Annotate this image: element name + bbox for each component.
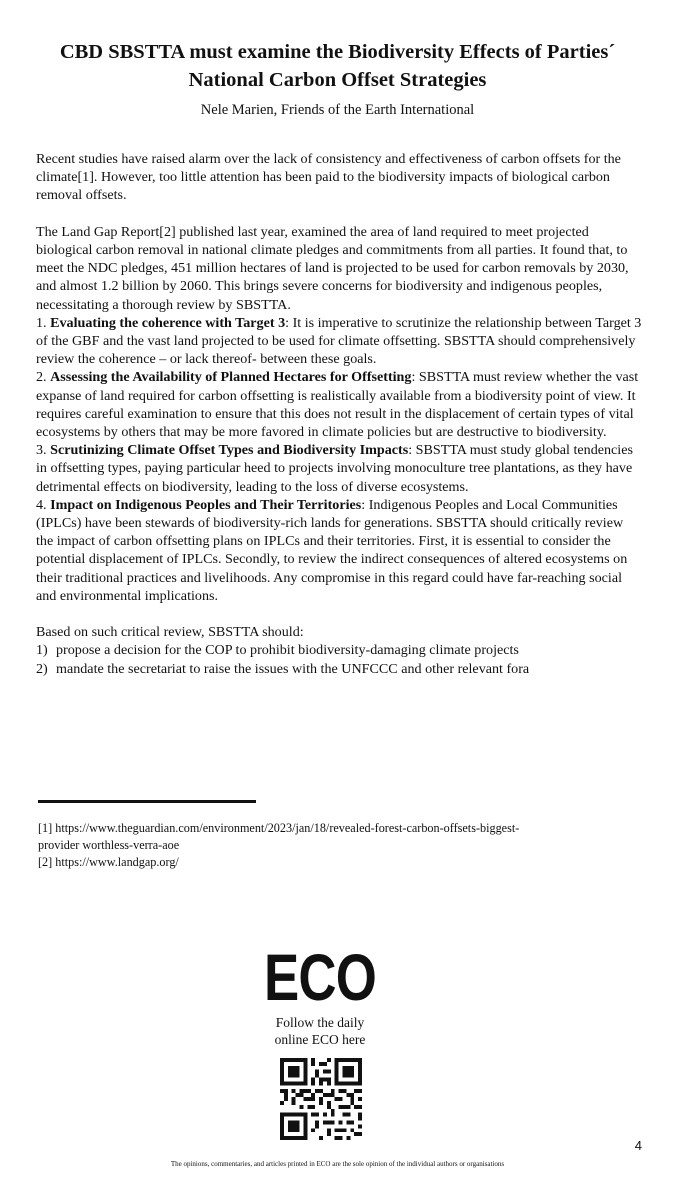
footnote-divider — [38, 800, 256, 803]
point-heading: Scrutinizing Climate Offset Types and Biodiversity Impacts — [50, 442, 409, 459]
page-number: 4 — [634, 1138, 642, 1153]
point-heading: Assessing the Availability of Planned Hectares for Offsetting — [50, 369, 412, 386]
footnote-2: [2] https://www.landgap.org/ — [38, 855, 179, 869]
author-byline: Nele Marien, Friends of the Earth International — [200, 102, 475, 118]
conclusion-intro: Based on such critical review, SBSTTA should: — [36, 624, 304, 641]
point-item: 4. Impact on Indigenous Peoples and Their Territories: Indigenous Peoples and Local Communities (IPLCs) have been stewards of biodiversity-rich lands for generations. SBSTTA should critically review the impact of carbon offsetting plans on IPLCs and their territories. First, it is essential to consider the potential displacement of IPLCs. Secondly, to review the indirect consequences of altered ecosystems on their traditional practices and livelihoods. Any compromise in this regard could have far-reaching social and environmental implications. — [36, 496, 628, 604]
article-title — [20, 38, 655, 94]
disclaimer: The opinions, commentaries, and articles printed in ECO are the sole opinion of the individual authors or organisations — [170, 1160, 505, 1168]
eco-promo — [220, 940, 420, 1048]
footnotes — [38, 820, 618, 871]
point-heading: Impact on Indigenous Peoples and Their Territories — [50, 496, 362, 513]
footnote-1: [1] https://www.theguardian.com/environment/2023/jan/18/revealed-forest-carbon-offsets-biggest- provider worthless-verra-aoe — [38, 821, 520, 852]
eco-logo: ECO — [263, 940, 377, 1014]
point-heading: Evaluating the coherence with Target 3 — [50, 314, 286, 331]
article-body — [36, 150, 642, 678]
land-gap-paragraph: The Land Gap Report[2] published last year, examined the area of land required to meet projected biological carbon removal in national climate pledges and commitments from all parties. It found that, to meet the NDC pledges, 451 million hectares of land is projected to be used for carbon removals by 2030, and almost 1.2 billion by 2060. This brings severe concerns for biodiversity and indigenous peoples, necessitating a thorough review by SBSTTA. — [36, 223, 629, 313]
qr-code-icon[interactable] — [280, 1058, 362, 1140]
recommendation-item: 1) propose a decision for the COP to prohibit biodiversity-damaging climate projects — [36, 642, 519, 659]
intro-paragraph: Recent studies have raised alarm over the lack of consistency and effectiveness of carbon offsets for the climate[1]. However, too little attention has been paid to the biodiversity impacts of biological carbon removal offsets. — [36, 151, 621, 204]
point-item: 2. Assessing the Availability of Planned Hectares for Offsetting: SBSTTA must review whether the vast expanse of land required for carbon offsetting is realistically available from a biodiversity point of view. It requires careful examination to ensure that this does not result in the displacement of certain types of vital ecosystems by others that may be more favored in climate policies but are destructive to biodiversity. — [36, 369, 639, 441]
title-line-2: National Carbon Offset Strategies — [188, 69, 487, 91]
point-item: 3. Scrutinizing Climate Offset Types and Biodiversity Impacts: SBSTTA must study global tendencies in offsetting types, paying particular heed to projects involving monoculture tree plantations, as they have detrimental effects on biodiversity, leading to the loss of diverse ecosystems. — [36, 442, 633, 495]
recommendation-item: 2) mandate the secretariat to raise the issues with the UNFCCC and other relevant fora — [36, 660, 530, 677]
eco-caption: Follow the daily online ECO here — [274, 1015, 366, 1047]
point-item: 1. Evaluating the coherence with Target 3: It is imperative to scrutinize the relationship between Target 3 of the GBF and the vast land projected to be used for climate offsetting. SBSTTA should comprehensively review the coherence – or lack thereof- between these goals. — [36, 314, 642, 368]
title-line-1: CBD SBSTTA must examine the Biodiversity Effects of Parties´ — [59, 41, 616, 63]
